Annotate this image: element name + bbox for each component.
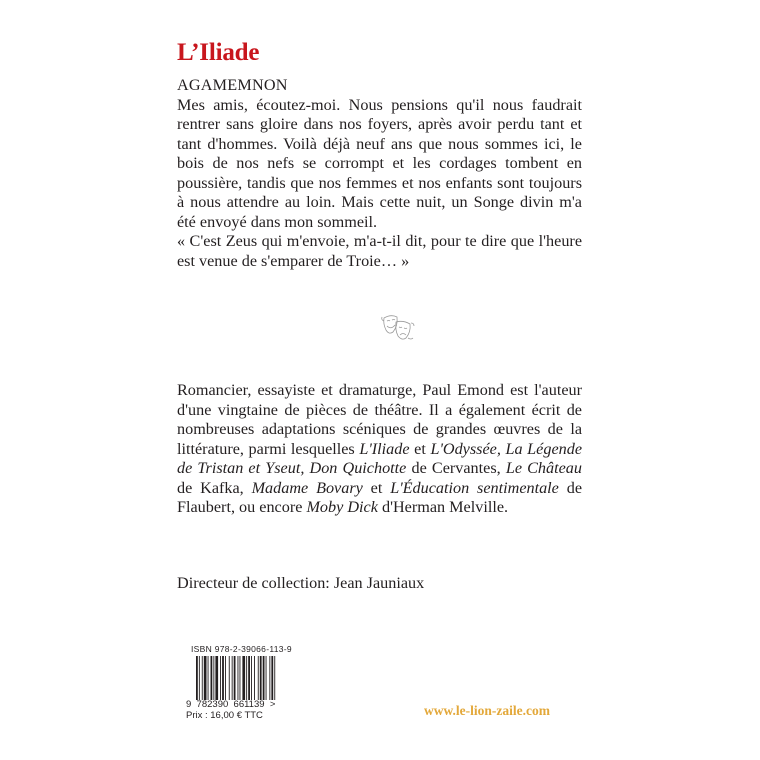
bio-text: et bbox=[362, 478, 391, 497]
excerpt bbox=[177, 76, 582, 271]
barcode bbox=[196, 656, 296, 700]
price: Prix : 16,00 € TTC bbox=[186, 710, 263, 721]
bio-text: de Cervantes, bbox=[406, 459, 506, 477]
bio-text: de Kafka, bbox=[177, 478, 252, 497]
isbn-label: ISBN 978-2-39066-113-9 bbox=[191, 644, 292, 654]
bio-title-italic: Moby Dick bbox=[306, 498, 378, 516]
collection-director: Directeur de collection: Jean Jauniaux bbox=[177, 574, 425, 592]
theatre-masks-icon bbox=[380, 312, 416, 344]
bio-text: Romancier, essayiste et dramaturge, Paul Emond est l'auteur d'une vingtaine de pièces de théâtre. Il a également écrit de nombreuses adaptations scéniques de grandes œuvres de la littérature, parmi lesquelles bbox=[177, 381, 582, 458]
bio-title-italic: L'Odyssée, La Légende de Tristan et Yseut, Don Quichotte bbox=[177, 439, 582, 477]
excerpt-paragraph: Mes amis, écoutez-moi. Nous pensions qu'il nous faudrait rentrer sans gloire dans nos foyers, après avoir perdu tant et tant d'hommes. Voilà déjà neuf ans que nous sommes ici, le bois de nos nefs se corrompt et les cordages tombent en poussière, tandis que nos femmes et nos enfants sont toujours à nous attendre au loin. Mais cette nuit, un Songe divin m'a été envoyé dans mon sommeil. bbox=[177, 95, 582, 231]
bio-text: d'Herman Melville. bbox=[377, 498, 509, 516]
bio-title-italic: Le Château bbox=[505, 459, 582, 477]
bio-text: et bbox=[409, 439, 431, 458]
publisher-website-link[interactable]: www.le-lion-zaile.com bbox=[424, 703, 550, 718]
author-bio bbox=[177, 381, 582, 518]
bio-text: de Flaubert, ou encore bbox=[177, 478, 583, 516]
bio-title-italic: L'Iliade bbox=[359, 439, 410, 458]
book-title: L’Iliade bbox=[177, 39, 260, 66]
excerpt-quote: « C'est Zeus qui m'envoie, m'a-t-il dit, pour te dire que l'heure est venue de s'emparer de Troie… » bbox=[177, 232, 582, 270]
barcode-digits: 9 782390 661139 > bbox=[186, 699, 276, 710]
speaker-name: AGAMEMNON bbox=[177, 76, 288, 94]
bio-title-italic: L'Éducation sentimentale bbox=[390, 478, 559, 497]
bio-title-italic: Madame Bovary bbox=[251, 478, 363, 497]
